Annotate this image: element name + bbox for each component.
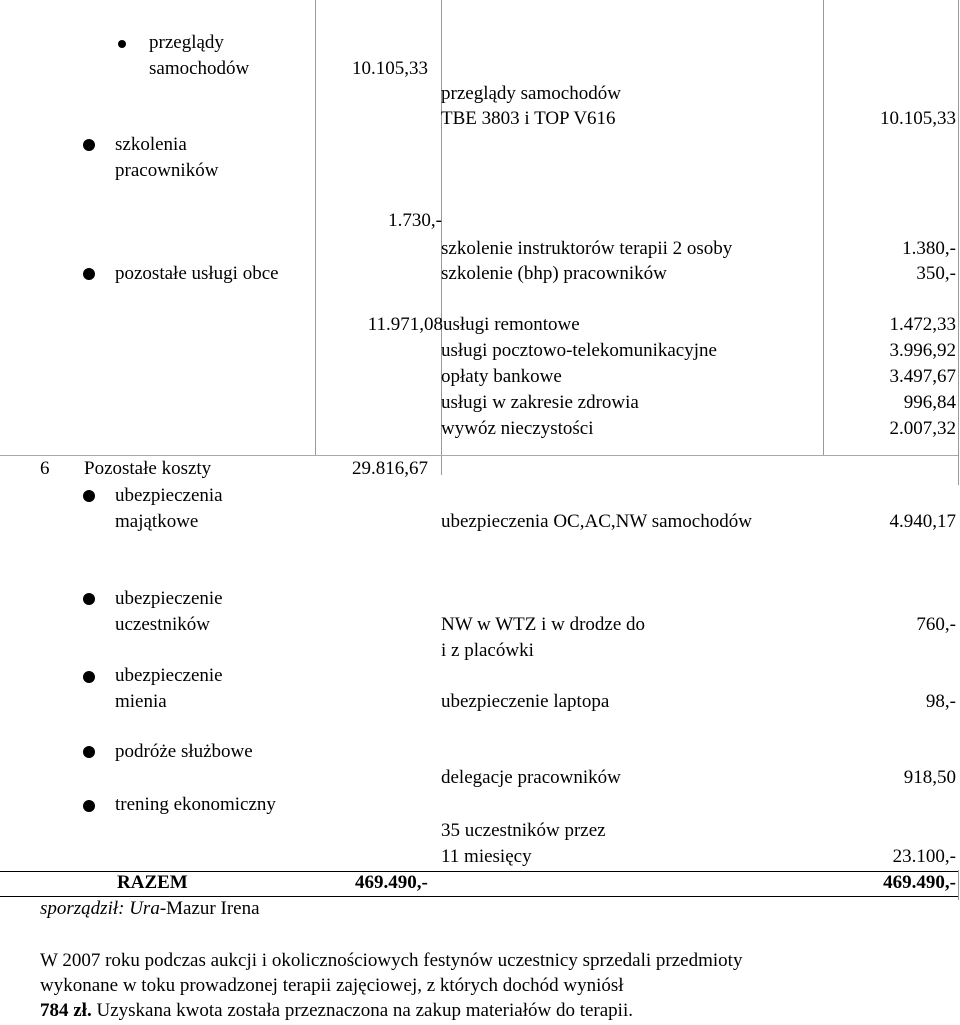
total-amount-right: 469.490,-: [883, 872, 956, 893]
ubezp-mienia-line2: mienia: [115, 691, 167, 712]
section-amount: 29.816,67: [352, 458, 428, 479]
pozostale-uslugi-amount: 11.971,08: [367, 314, 443, 335]
usluga-item-label: usługi remontowe: [443, 314, 580, 335]
prepared-by-name: Mazur Irena: [166, 898, 260, 919]
total-amount-left: 469.490,-: [355, 872, 428, 893]
przeglady-label-line2: samochodów: [149, 58, 250, 79]
bullet-icon: [83, 593, 95, 605]
bullet-icon: [83, 671, 95, 683]
usluga-item-amount: 3.497,67: [889, 366, 956, 387]
nw-desc-line2: i z placówki: [441, 640, 534, 661]
delegacje-amount: 918,50: [903, 767, 956, 788]
prepared-by-label: sporządził: Ura-: [40, 898, 167, 919]
usluga-item-amount: 3.996,92: [889, 340, 956, 361]
usluga-item-amount: 996,84: [903, 392, 956, 413]
szkolenie-instr-amount: 1.380,-: [902, 238, 956, 259]
szkolenie-bhp-amount: 350,-: [916, 263, 956, 284]
przeglady-amount: 10.105,33: [352, 58, 428, 79]
trening-amount: 23.100,-: [892, 846, 956, 867]
laptop-amount: 98,-: [925, 691, 956, 712]
usluga-item-label: opłaty bankowe: [441, 366, 562, 387]
ubezp-majatkowe-line1: ubezpieczenia: [115, 485, 223, 506]
trening-desc-line2: 11 miesięcy: [441, 846, 532, 867]
bullet-icon: [83, 139, 95, 151]
szkolenia-amount: 1.730,-: [388, 210, 442, 231]
podroze-label: podróże służbowe: [115, 741, 253, 762]
ubezp-majatkowe-line2: majątkowe: [115, 511, 199, 532]
ubezp-uczestnikow-line2: uczestników: [115, 614, 210, 635]
table-column-line: [958, 0, 959, 455]
szkolenie-bhp-desc: szkolenie (bhp) pracowników: [441, 263, 667, 284]
przeglady-desc-line2: TBE 3803 i TOP V616: [441, 108, 616, 129]
bullet-icon: [83, 268, 95, 280]
table-column-line: [441, 455, 442, 475]
usluga-item-label: wywóz nieczystości: [441, 418, 594, 439]
usluga-item-amount: 1.472,33: [889, 314, 956, 335]
szkolenie-instr-desc: szkolenie instruktorów terapii 2 osoby: [441, 238, 733, 259]
summary-amount: 784 zł.: [40, 1000, 92, 1021]
summary-line3: [40, 998, 940, 1023]
table-column-line: [823, 0, 824, 455]
summary-line3-text: Uzyskana kwota została przeznaczona na zakup materiałów do terapii.: [91, 1000, 633, 1021]
usluga-item-label: usługi pocztowo-telekomunikacyjne: [441, 340, 717, 361]
table-row-line: [0, 896, 958, 897]
nw-desc-line1: NW w WTZ i w drodze do: [441, 614, 646, 635]
section-label: Pozostałe koszty: [84, 458, 212, 479]
trening-desc-line1: 35 uczestników przez: [441, 820, 606, 841]
bullet-icon: [83, 800, 95, 812]
trening-label: trening ekonomiczny: [115, 794, 276, 815]
szkolenia-label-line1: szkolenia: [115, 134, 187, 155]
usluga-item-label: usługi w zakresie zdrowia: [441, 392, 639, 413]
ubezp-majatkowe-amount: 4.940,17: [889, 511, 956, 532]
ubezp-uczestnikow-line1: ubezpieczenie: [115, 588, 223, 609]
usluga-item-amount: 2.007,32: [889, 418, 956, 439]
delegacje-desc: delegacje pracowników: [441, 767, 621, 788]
summary-line2: wykonane w toku prowadzonej terapii zajęciowej, z których dochód wyniósł: [40, 975, 624, 996]
table-column-line: [958, 870, 959, 900]
nw-amount: 760,-: [916, 614, 956, 635]
table-row-line: [0, 455, 958, 456]
table-column-line: [315, 0, 316, 455]
summary-paragraph: [40, 948, 940, 1023]
bullet-icon: [118, 40, 126, 48]
ubezp-mienia-line1: ubezpieczenie: [115, 665, 223, 686]
section-number: 6: [40, 458, 50, 479]
przeglady-label-line1: przeglądy: [149, 32, 224, 53]
pozostale-uslugi-label: pozostałe usługi obce: [115, 263, 279, 284]
przeglady-desc-amount: 10.105,33: [880, 108, 956, 129]
szkolenia-label-line2: pracowników: [115, 160, 219, 181]
table-column-line: [958, 455, 959, 485]
total-label: RAZEM: [117, 872, 188, 893]
summary-line1: W 2007 roku podczas aukcji i okolicznościowych festynów uczestnicy sprzedali przedmioty: [40, 950, 743, 971]
ubezp-majatkowe-desc: ubezpieczenia OC,AC,NW samochodów: [441, 511, 752, 532]
laptop-desc: ubezpieczenie laptopa: [441, 691, 610, 712]
przeglady-desc-line1: przeglądy samochodów: [441, 83, 621, 104]
bullet-icon: [83, 490, 95, 502]
prepared-by: [40, 898, 260, 921]
bullet-icon: [83, 746, 95, 758]
